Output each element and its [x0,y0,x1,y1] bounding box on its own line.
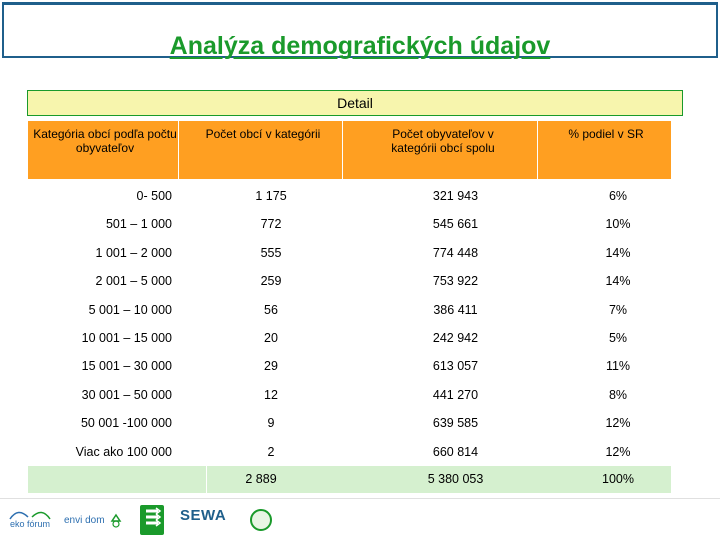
row-population: 545 661 [432,217,479,232]
row-category: 1 001 – 2 000 [95,245,172,260]
row-category: 501 – 1 000 [105,217,172,232]
row-municipality-count: 2 [267,444,275,459]
row-category: 15 001 – 30 000 [81,359,172,374]
row-share: 10% [605,217,631,232]
header-share: % podiel v SR [568,127,644,141]
table-header [28,121,671,179]
header-category: Kategória obcí podľa počtu obyvateľov [33,127,177,155]
row-share: 12% [605,444,631,459]
row-municipality-count: 12 [264,387,278,402]
row-population: 613 057 [432,359,479,374]
table-row [28,352,671,380]
title-frame [2,2,718,58]
row-municipality-count: 20 [264,331,278,345]
table-row [28,239,671,267]
row-share: 11% [605,359,631,374]
row-population: 639 585 [432,416,479,431]
logo-bar [0,498,720,540]
row-share: 5% [608,331,628,345]
row-municipality-count: 772 [260,217,282,232]
row-municipality-count: 259 [260,274,282,289]
table-row [28,438,671,466]
row-population: 242 942 [432,331,479,345]
row-population: 321 943 [432,189,479,203]
table-row [28,324,671,352]
row-municipality-count: 56 [264,302,278,317]
row-municipality-count: 9 [267,416,275,431]
total-share: 100% [602,472,634,486]
total-population: 5 380 053 [427,472,484,486]
row-share: 12% [605,416,631,431]
total-municipality-count: 2 889 [245,472,277,486]
table-row [28,182,671,210]
row-municipality-count: 555 [260,245,282,260]
recycle-arrows-icon [140,505,164,535]
total-category [58,466,206,493]
row-category: 50 001 -100 000 [80,416,172,431]
ekoforum-logo: eko fórum [6,505,54,535]
row-share: 7% [608,302,628,317]
row-share: 14% [605,245,631,260]
row-category: 5 001 – 10 000 [88,302,172,317]
row-share: 8% [608,387,628,402]
table-row [28,296,671,324]
row-category: 0- 500 [136,189,172,203]
envidom-logo: envi dom [64,515,128,531]
row-municipality-count: 29 [264,359,278,374]
table-row [28,409,671,437]
row-category: 2 001 – 5 000 [95,274,172,289]
round-emblem-icon [250,509,272,531]
detail-label: Detail [27,90,683,116]
header-population: Počet obyvateľov v kategórii obcí spolu [391,127,495,155]
table-row [28,267,671,295]
row-share: 6% [608,189,628,203]
row-category: 10 001 – 15 000 [81,331,172,345]
row-municipality-count: 1 175 [255,189,287,203]
recycle-icon [108,513,124,529]
row-category: Viac ako 100 000 [75,444,172,459]
table-total-row [28,466,671,493]
sewa-logo: SEWA [180,507,227,524]
page-title: Analýza demografických údajov [169,32,551,60]
header-municipality-count: Počet obcí v kategórii [205,127,321,141]
row-category: 30 001 – 50 000 [81,387,172,402]
row-population: 753 922 [432,274,479,289]
row-population: 660 814 [432,444,479,459]
row-population: 774 448 [432,245,479,260]
table-row [28,210,671,238]
table-row [28,381,671,409]
row-share: 14% [605,274,631,289]
row-population: 441 270 [432,387,479,402]
row-population: 386 411 [433,302,478,317]
